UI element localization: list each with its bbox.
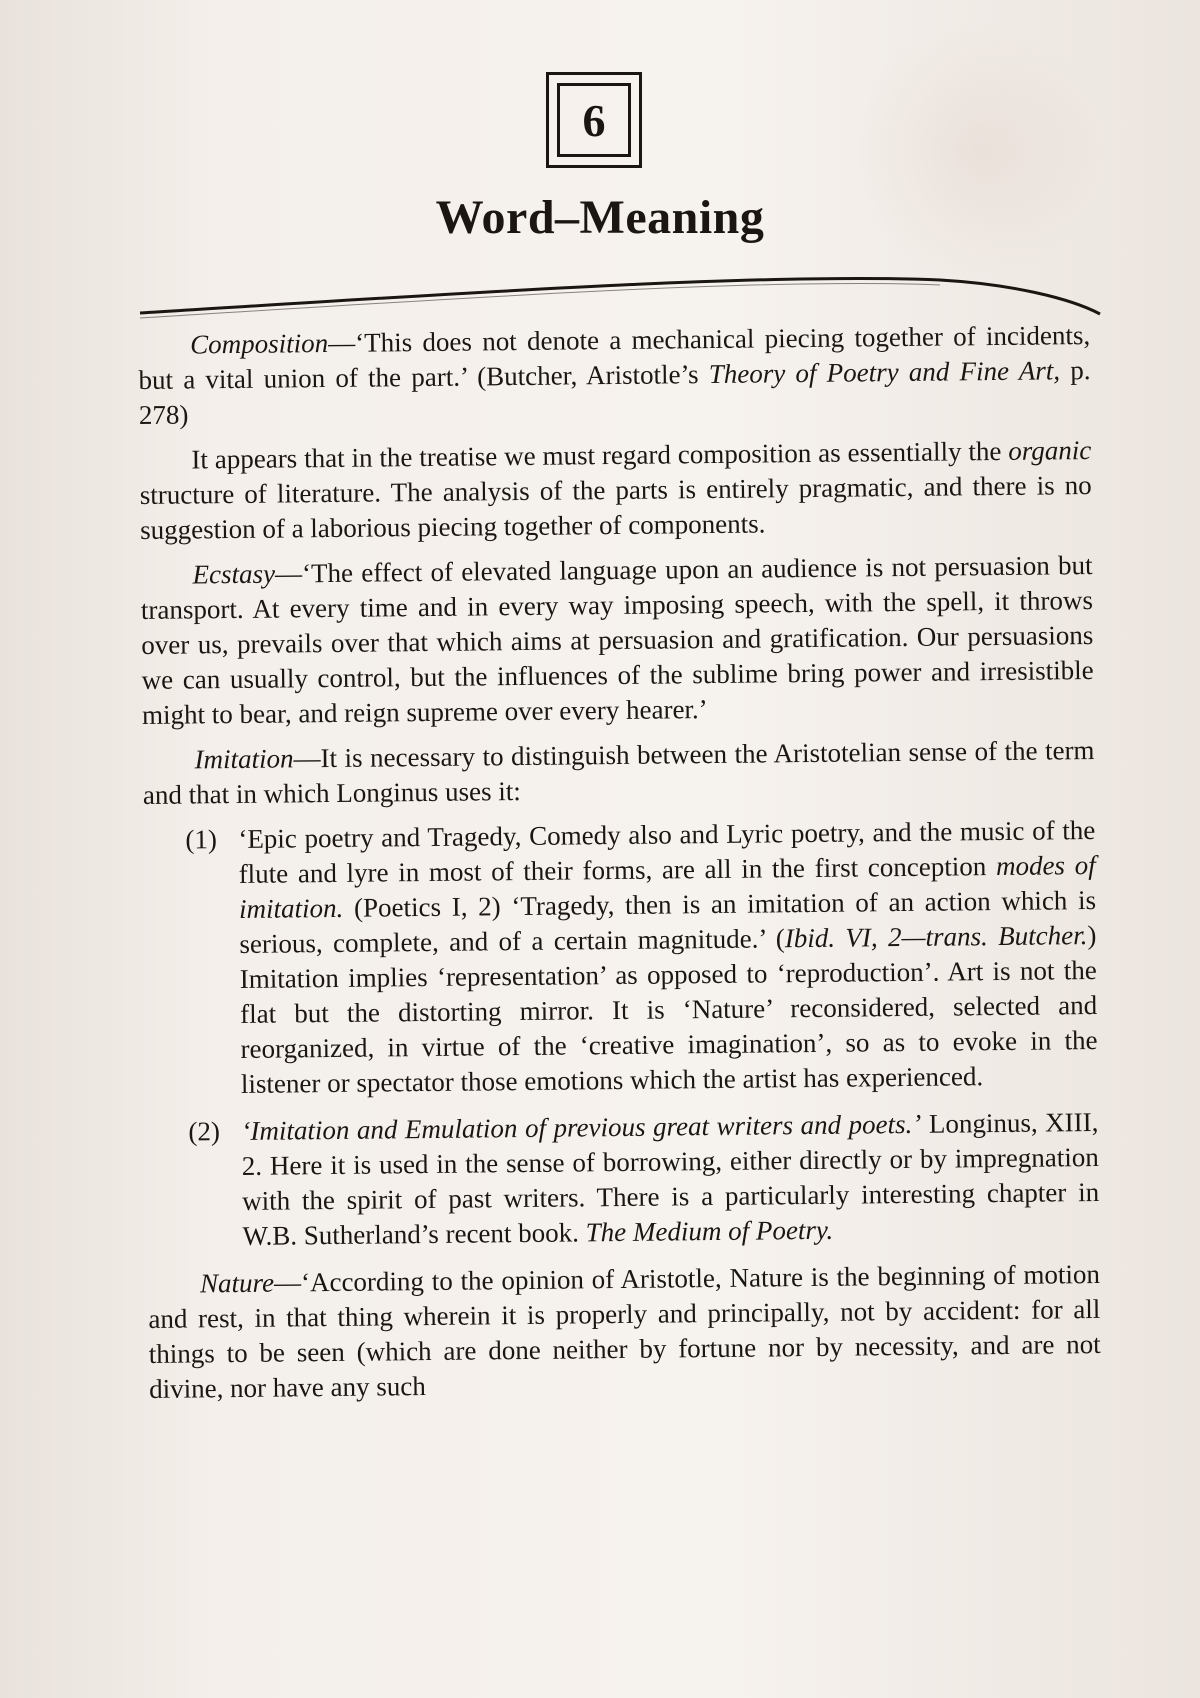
organic-text-2: structure of literature. The analysis of the parts is entirely pragmatic, and there is no suggestion of a laborious piecing together of components.: [139, 470, 1092, 545]
term-ecstasy: Ecstasy: [192, 558, 276, 590]
paragraph-imitation: [142, 733, 1095, 813]
chapter-number: 6: [557, 83, 631, 157]
ecstasy-text: —‘The effect of elevated language upon an audience is not persuasion but transport. At every time and in every way imposing speech, with the spell, it throws over us, prevails over that which aims at persuasion and gratification. Our persuasions we can usually control, but the influences of the sublime bring power and irresistible might to bear, and reign supreme over every hearer.’: [140, 550, 1094, 730]
term-composition: Composition: [190, 328, 329, 360]
term-imitation: Imitation: [194, 743, 294, 775]
composition-page: p. 278): [138, 355, 1091, 430]
list-item-1: [143, 813, 1098, 1103]
item1-emphasis-1: modes of imitation.: [238, 850, 1096, 924]
organic-emphasis: organic: [1008, 435, 1092, 466]
item2-text: Longinus, XIII, 2. Here it is used in the sense of borrowing, either directly or by impregnation with the spirit of past writers. There is a particularly interesting chapter in W.B. Sutherland’s recent book.: [241, 1106, 1100, 1251]
paragraph-composition: [138, 318, 1091, 433]
list-number-1: (1): [185, 824, 217, 855]
item1-text-2: (Poetics I, 2) ‘Tragedy, then is an imitation of an action which is serious, complete, and of a certain magnitude.’ (: [239, 884, 1097, 959]
list-number-2: (2): [188, 1116, 221, 1147]
paragraph-organic: [139, 433, 1092, 548]
organic-text-1: It appears that in the treatise we must regard composition as essentially the: [191, 435, 1009, 475]
item2-emphasis-2: The Medium of Poetry.: [585, 1214, 834, 1248]
list-item-2: [146, 1105, 1099, 1255]
item1-text-1: ‘Epic poetry and Tragedy, Comedy also and Lyric poetry, and the music of the flute and lyre in most of their forms, are all in the first conception: [238, 815, 1096, 889]
imitation-text: —It is necessary to distinguish between the Aristotelian sense of the term and that in which Longinus uses it:: [142, 735, 1095, 810]
chapter-title: Word–Meaning: [435, 191, 765, 244]
composition-text: —‘This does not denote a mechanical piecing together of incidents, but a vital union of the part.’ (Butcher, Aristotle’s: [138, 320, 1091, 395]
title-rule: [0, 0, 1200, 340]
item1-emphasis-2: Ibid. VI, 2—trans. Butcher.: [784, 920, 1088, 954]
composition-citation: Theory of Poetry and Fine Art,: [708, 355, 1061, 390]
nature-text: —‘According to the opinion of Aristotle, Nature is the beginning of motion and rest, in that thing wherein it is properly and principally, not by accident: for all things to be seen (which are done neither by fortune nor by necessity, and are not divine, nor have any such: [148, 1258, 1101, 1404]
term-nature: Nature: [199, 1267, 275, 1299]
paragraph-ecstasy: [140, 548, 1094, 733]
item1-text-3: ) Imitation implies ‘representation’ as opposed to ‘reproduction’. Art is not the flat but the distorting mirror. It is ‘Nature’ reconsidered, selected and reorganized, in virtue of the ‘creative imagination’, so as to evoke in the listener or spectator those emotions which the artist has experienced.: [239, 919, 1098, 1099]
body-text: [138, 318, 1101, 1417]
item2-emphasis-1: ‘Imitation and Emulation of previous great writers and poets.’: [241, 1108, 922, 1146]
paragraph-nature: [148, 1257, 1101, 1407]
